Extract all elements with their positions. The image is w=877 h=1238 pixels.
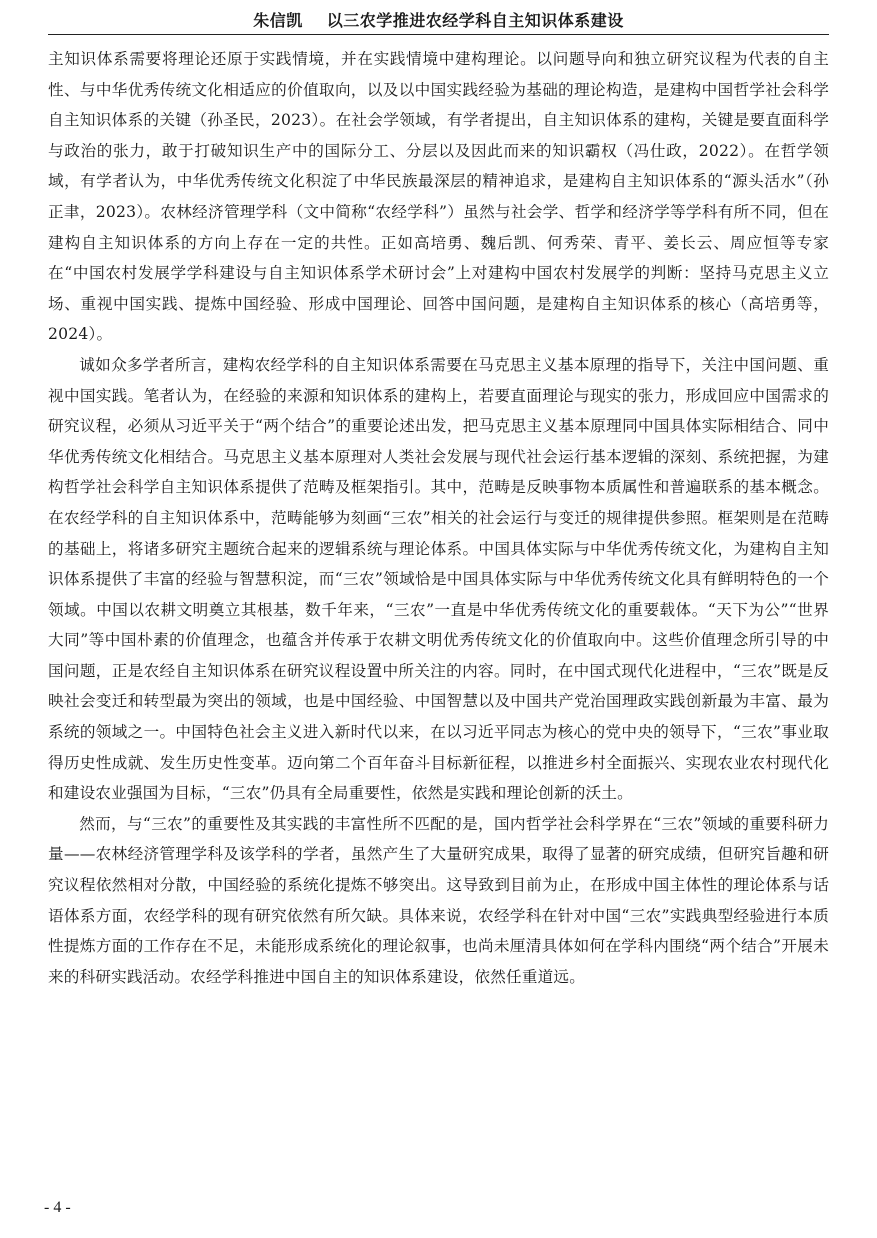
paragraph-continued: 主知识体系需要将理论还原于实践情境，并在实践情境中建构理论。以问题导向和独立研究议程为代表的自主性、与中华优秀传统文化相适应的价值取向，以及以中国实践经验为基础的理论构造，是建构中国哲学社会科学自主知识体系的关键（孙圣民，2023）。在社会学领域，有学者提出，自主知识体系的建构，关键是要直面科学与政治的张力，敢于打破知识生产中的国际分工、分层以及因此而来的知识霸权（冯仕政，2022）。在哲学领域，有学者认为，中华优秀传统文化积淀了中华民族最深层的精神追求，是建构自主知识体系的“源头活水”（孙正聿，2023）。农林经济管理学科（文中简称“农经学科”）虽然与社会学、哲学和经济学等学科有所不同，但在建构自主知识体系的方向上存在一定的共性。正如高培勇、魏后凯、何秀荣、青平、姜长云、周应恒等专家在“中国农村发展学学科建设与自主知识体系学术研讨会”上对建构中国农村发展学的判断：坚持马克思主义立场、重视中国实践、提炼中国经验、形成中国理论、回答中国问题，是建构自主知识体系的核心（高培勇等，2024）。 (48, 50, 829, 344)
header-author: 朱信凯 (253, 11, 303, 30)
header-rule (48, 34, 829, 35)
paragraph-two-combinations: 诚如众多学者所言，建构农经学科的自主知识体系需要在马克思主义基本原理的指导下，关注中国问题、重视中国实践。笔者认为，在经验的来源和知识体系的建构上，若要直面理论与现实的张力，形成回应中国需求的研究议程，必须从习近平关于“两个结合”的重要论述出发，把马克思主义基本原理同中国具体实际相结合、同中华优秀传统文化相结合。马克思主义基本原理对人类社会发展与现代社会运行基本逻辑的深刻、系统把握，为建构哲学社会科学自主知识体系提供了范畴及框架指引。其中，范畴是反映事物本质属性和普遍联系的基本概念。在农经学科的自主知识体系中，范畴能够为刻画“三农”相关的社会运行与变迁的规律提供参照。框架则是在范畴的基础上，将诸多研究主题统合起来的逻辑系统与理论体系。中国具体实际与中华优秀传统文化，为建构自主知识体系提供了丰富的经验与智慧积淀，而“三农”领域恰是中国具体实际与中华优秀传统文化具有鲜明特色的一个领域。中国以农耕文明奠立其根基，数千年来，“三农”一直是中华优秀传统文化的重要载体。“天下为公”“世界大同”等中国朴素的价值理念，也蕴含并传承于农耕文明优秀传统文化的价值取向中。这些价值理念所引导的中国问题，正是农经自主知识体系在研究议程设置中所关注的内容。同时，在中国式现代化进程中，“三农”既是反映社会变迁和转型最为突出的领域，也是中国经验、中国智慧以及中国共产党治国理政实践创新最为丰富、最为系统的领域之一。中国特色社会主义进入新时代以来，在以习近平同志为核心的党中央的领导下，“三农”事业取得历史性成就、发生历史性变革。迈向第二个百年奋斗目标新征程，以推进乡村全面振兴、实现农业农村现代化和建设农业强国为目标，“三农”仍具有全局重要性，依然是实践和理论创新的沃土。 (48, 355, 829, 803)
body-text (48, 44, 829, 992)
paragraph-shortcomings: 然而，与“三农”的重要性及其实践的丰富性所不匹配的是，国内哲学社会科学界在“三农”领域的重要科研力量——农林经济管理学科及该学科的学者，虽然产生了大量研究成果，取得了显著的研究成绩，但研究旨趣和研究议程依然相对分散，中国经验的系统化提炼不够突出。这导致到目前为止，在形成中国主体性的理论体系与话语体系方面，农经学科的现有研究依然有所欠缺。具体来说，农经学科在针对中国“三农”实践典型经验进行本质性提炼方面的工作存在不足，未能形成系统化的理论叙事，也尚未厘清具体如何在学科内围绕“两个结合”开展未来的科研实践活动。农经学科推进中国自主的知识体系建设，依然任重道远。 (48, 814, 829, 986)
page-number: - 4 - (44, 1199, 71, 1216)
running-header (48, 8, 829, 34)
header-title: 以三农学推进农经学科自主知识体系建设 (326, 11, 624, 30)
